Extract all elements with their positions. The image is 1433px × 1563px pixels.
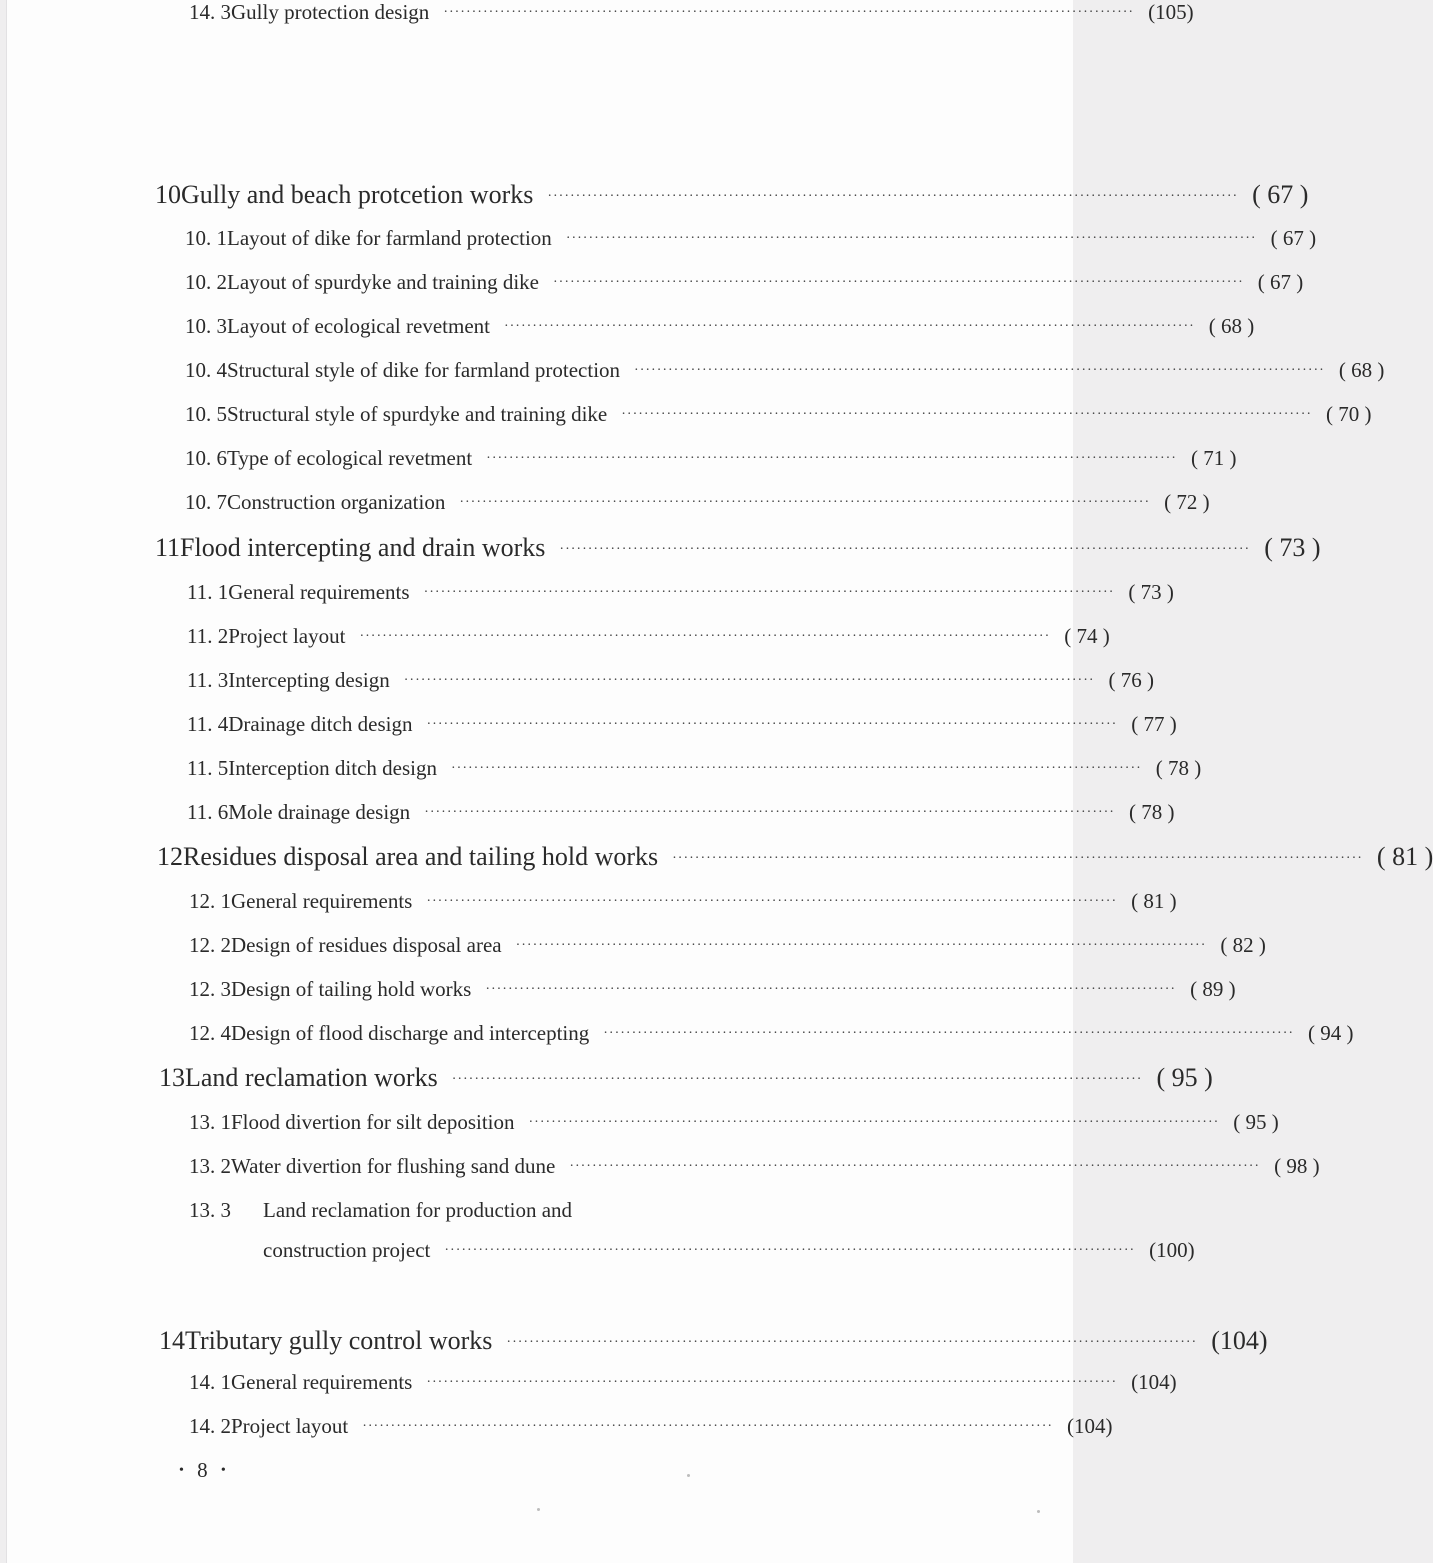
toc-page-ref: ( 73 ) — [1264, 533, 1321, 562]
leader-dots: ·························································································································· — [426, 894, 1118, 909]
toc-title: Design of residues disposal area — [231, 933, 502, 957]
toc-page-ref: ( 82 ) — [1220, 933, 1266, 957]
toc-section-entry[interactable] — [185, 402, 1372, 427]
toc-page-ref: (104) — [1067, 1414, 1113, 1438]
toc-page-ref: ( 98 ) — [1274, 1154, 1320, 1178]
toc-number: 10. 3 — [185, 314, 227, 338]
leader-dots: ·························································································································· — [451, 761, 1142, 776]
toc-title: Flood intercepting and drain works — [180, 533, 546, 562]
page-number: 8 — [197, 1458, 212, 1482]
toc-page-ref: ( 81 ) — [1131, 889, 1177, 913]
toc-number: 11. 6 — [187, 800, 229, 824]
toc-title: Project layout — [231, 1414, 349, 1438]
toc-title: Residues disposal area and tailing hold works — [183, 842, 659, 871]
toc-number: 10 — [155, 180, 181, 209]
toc-title: Layout of spurdyke and training dike — [227, 270, 540, 294]
document-page — [6, 0, 1433, 1563]
toc-title: Gully and beach protcetion works — [181, 180, 534, 209]
toc-page-ref: (104) — [1131, 1370, 1177, 1394]
toc-number: 11. 2 — [187, 624, 229, 648]
toc-page-ref: (105) — [1148, 0, 1194, 24]
toc-page-ref: ( 95 ) — [1156, 1063, 1213, 1092]
toc-page-ref: (100) — [1149, 1238, 1195, 1262]
toc-page-ref: ( 70 ) — [1326, 402, 1372, 426]
toc-section-entry[interactable] — [189, 977, 1236, 1002]
toc-number: 11. 5 — [187, 756, 229, 780]
toc-chapter-entry[interactable] — [155, 180, 1309, 210]
toc-section-entry[interactable] — [187, 800, 1175, 825]
leader-dots: ·························································································································· — [569, 1159, 1261, 1174]
toc-section-entry[interactable] — [187, 756, 1202, 781]
toc-number: 14. 1 — [189, 1370, 231, 1394]
leader-dots: ·························································································································· — [553, 275, 1244, 290]
toc-section-entry[interactable] — [189, 1198, 977, 1223]
toc-section-entry[interactable] — [189, 1021, 1354, 1046]
leader-dots: ·························································································································· — [403, 673, 1095, 688]
toc-entry-continuation[interactable] — [263, 1238, 1195, 1263]
leader-dots: ·························································································································· — [423, 585, 1115, 600]
leader-dots: ·························································································································· — [547, 189, 1239, 204]
toc-page-ref: ( 71 ) — [1190, 446, 1237, 470]
toc-section-entry[interactable] — [189, 1154, 1320, 1179]
leader-dots: ·························································································································· — [444, 1243, 1136, 1258]
leader-dots: ·························································································································· — [451, 1072, 1143, 1087]
toc-title-continuation: construction project — [263, 1238, 431, 1262]
toc-page-ref: ( 78 ) — [1128, 800, 1175, 824]
toc-number: 11. 1 — [187, 580, 229, 604]
leader-dots: ·························································································································· — [362, 1419, 1054, 1434]
page-folio — [179, 1458, 230, 1483]
toc-number: 14 — [159, 1326, 185, 1355]
leader-dots: ·························································································································· — [459, 495, 1151, 510]
scan-speck — [537, 1508, 540, 1511]
toc-title: Drainage ditch design — [228, 712, 413, 736]
toc-page-ref: (104) — [1211, 1326, 1268, 1355]
leader-dots: ·························································································································· — [603, 1026, 1295, 1041]
folio-bullet-right: • — [220, 1463, 230, 1478]
toc-page-ref: ( 73 ) — [1128, 580, 1174, 604]
toc-page-ref: ( 76 ) — [1108, 668, 1155, 692]
toc-title: Design of flood discharge and intercepting — [231, 1021, 590, 1045]
toc-number: 11. 3 — [187, 668, 229, 692]
toc-title: Gully protection design — [231, 0, 430, 24]
leader-dots: ·························································································································· — [485, 982, 1177, 997]
toc-section-entry[interactable] — [185, 490, 1210, 515]
toc-page-ref: ( 77 ) — [1131, 712, 1177, 736]
toc-chapter-entry[interactable] — [159, 1326, 1268, 1356]
toc-section-entry[interactable] — [187, 668, 1155, 693]
toc-page-ref: ( 78 ) — [1155, 756, 1202, 780]
toc-section-entry[interactable] — [189, 1414, 1113, 1439]
leader-dots: ·························································································································· — [424, 805, 1115, 820]
toc-chapter-entry[interactable] — [159, 1063, 1213, 1093]
scan-speck — [687, 1474, 690, 1477]
toc-title: Flood divertion for silt deposition — [231, 1110, 515, 1134]
toc-title: Layout of dike for farmland protection — [227, 226, 552, 250]
toc-number: 13 — [159, 1063, 185, 1092]
toc-number: 12. 3 — [189, 977, 231, 1001]
toc-page-ref: ( 67 ) — [1270, 226, 1317, 250]
folio-bullet-left: • — [179, 1463, 188, 1478]
toc-title: Intercepting design — [228, 668, 390, 692]
toc-section-entry[interactable] — [189, 1370, 1177, 1395]
toc-number: 10. 5 — [185, 402, 227, 426]
toc-page-ref: ( 94 ) — [1308, 1021, 1354, 1045]
toc-section-entry[interactable] — [185, 446, 1237, 471]
toc-title: General requirements — [231, 1370, 413, 1394]
toc-page-ref: ( 81 ) — [1376, 842, 1433, 871]
toc-chapter-entry[interactable] — [155, 533, 1321, 563]
toc-page-ref: ( 68 ) — [1208, 314, 1255, 338]
leader-dots: ·························································································································· — [528, 1115, 1220, 1130]
toc-page-ref: ( 74 ) — [1064, 624, 1110, 648]
toc-number: 13. 3 — [189, 1198, 231, 1222]
toc-number: 12. 1 — [189, 889, 231, 913]
toc-section-entry[interactable] — [189, 933, 1266, 958]
leader-dots: ·························································································································· — [559, 542, 1251, 557]
toc-title: General requirements — [231, 889, 413, 913]
toc-section-entry[interactable] — [189, 889, 1177, 914]
toc-section-entry[interactable] — [185, 314, 1255, 339]
leader-dots: ·························································································································· — [426, 717, 1118, 732]
toc-number: 10. 2 — [185, 270, 227, 294]
leader-dots: ·························································································································· — [506, 1335, 1198, 1350]
toc-number: 10. 6 — [185, 446, 227, 470]
toc-title: General requirements — [228, 580, 410, 604]
toc-section-entry[interactable] — [185, 270, 1304, 295]
toc-title: Mole drainage design — [228, 800, 411, 824]
toc-section-entry[interactable] — [189, 1110, 1279, 1135]
toc-title: Land reclamation works — [185, 1063, 438, 1092]
leader-dots: ·························································································································· — [443, 5, 1135, 20]
toc-page-ref: ( 67 ) — [1252, 180, 1309, 209]
toc-number: 13. 2 — [189, 1154, 231, 1178]
toc-title: Construction organization — [227, 490, 446, 514]
leader-dots: ·························································································································· — [503, 319, 1195, 334]
toc-section-entry[interactable] — [189, 0, 1194, 25]
leader-dots: ·························································································································· — [621, 407, 1313, 422]
leader-dots: ·························································································································· — [515, 938, 1207, 953]
toc-number: 13. 1 — [189, 1110, 231, 1134]
toc-number: 12 — [157, 842, 183, 871]
toc-number: 11. 4 — [187, 712, 229, 736]
leader-dots: ·························································································································· — [486, 451, 1177, 466]
toc-title: Interception ditch design — [228, 756, 438, 780]
toc-page-ref: ( 72 ) — [1164, 490, 1210, 514]
leader-dots: ·························································································································· — [565, 231, 1257, 246]
toc-section-entry[interactable] — [187, 712, 1177, 737]
toc-title: Water divertion for flushing sand dune — [231, 1154, 556, 1178]
leader-dots: ·························································································································· — [359, 629, 1051, 644]
toc-number: 12. 2 — [189, 933, 231, 957]
leader-dots: ·························································································································· — [672, 851, 1363, 866]
toc-title: Structural style of spurdyke and training dike — [227, 402, 608, 426]
toc-number: 10. 7 — [185, 490, 227, 514]
toc-section-entry[interactable] — [185, 358, 1385, 383]
toc-number: 11 — [155, 533, 181, 562]
toc-title: Type of ecological revetment — [227, 446, 473, 470]
toc-title: Land reclamation for production and — [263, 1198, 573, 1222]
toc-section-entry[interactable] — [187, 624, 1110, 649]
leader-dots: ·························································································································· — [634, 363, 1325, 378]
toc-section-entry[interactable] — [187, 580, 1174, 605]
toc-page-ref: ( 95 ) — [1233, 1110, 1279, 1134]
toc-title: Project layout — [228, 624, 346, 648]
scan-speck — [1037, 1510, 1040, 1513]
toc-page-ref: ( 67 ) — [1257, 270, 1304, 294]
toc-number: 10. 4 — [185, 358, 227, 382]
toc-title: Design of tailing hold works — [231, 977, 472, 1001]
toc-title: Tributary gully control works — [185, 1326, 493, 1355]
toc-section-entry[interactable] — [185, 226, 1317, 251]
toc-number: 12. 4 — [189, 1021, 231, 1045]
toc-title: Layout of ecological revetment — [227, 314, 490, 338]
toc-chapter-entry[interactable] — [157, 842, 1433, 872]
toc-number: 14. 3 — [189, 0, 231, 24]
toc-number: 14. 2 — [189, 1414, 231, 1438]
toc-number: 10. 1 — [185, 226, 227, 250]
toc-title: Structural style of dike for farmland protection — [227, 358, 621, 382]
toc-page-ref: ( 68 ) — [1338, 358, 1385, 382]
toc-page-ref: ( 89 ) — [1190, 977, 1236, 1001]
leader-dots: ·························································································································· — [426, 1375, 1118, 1390]
